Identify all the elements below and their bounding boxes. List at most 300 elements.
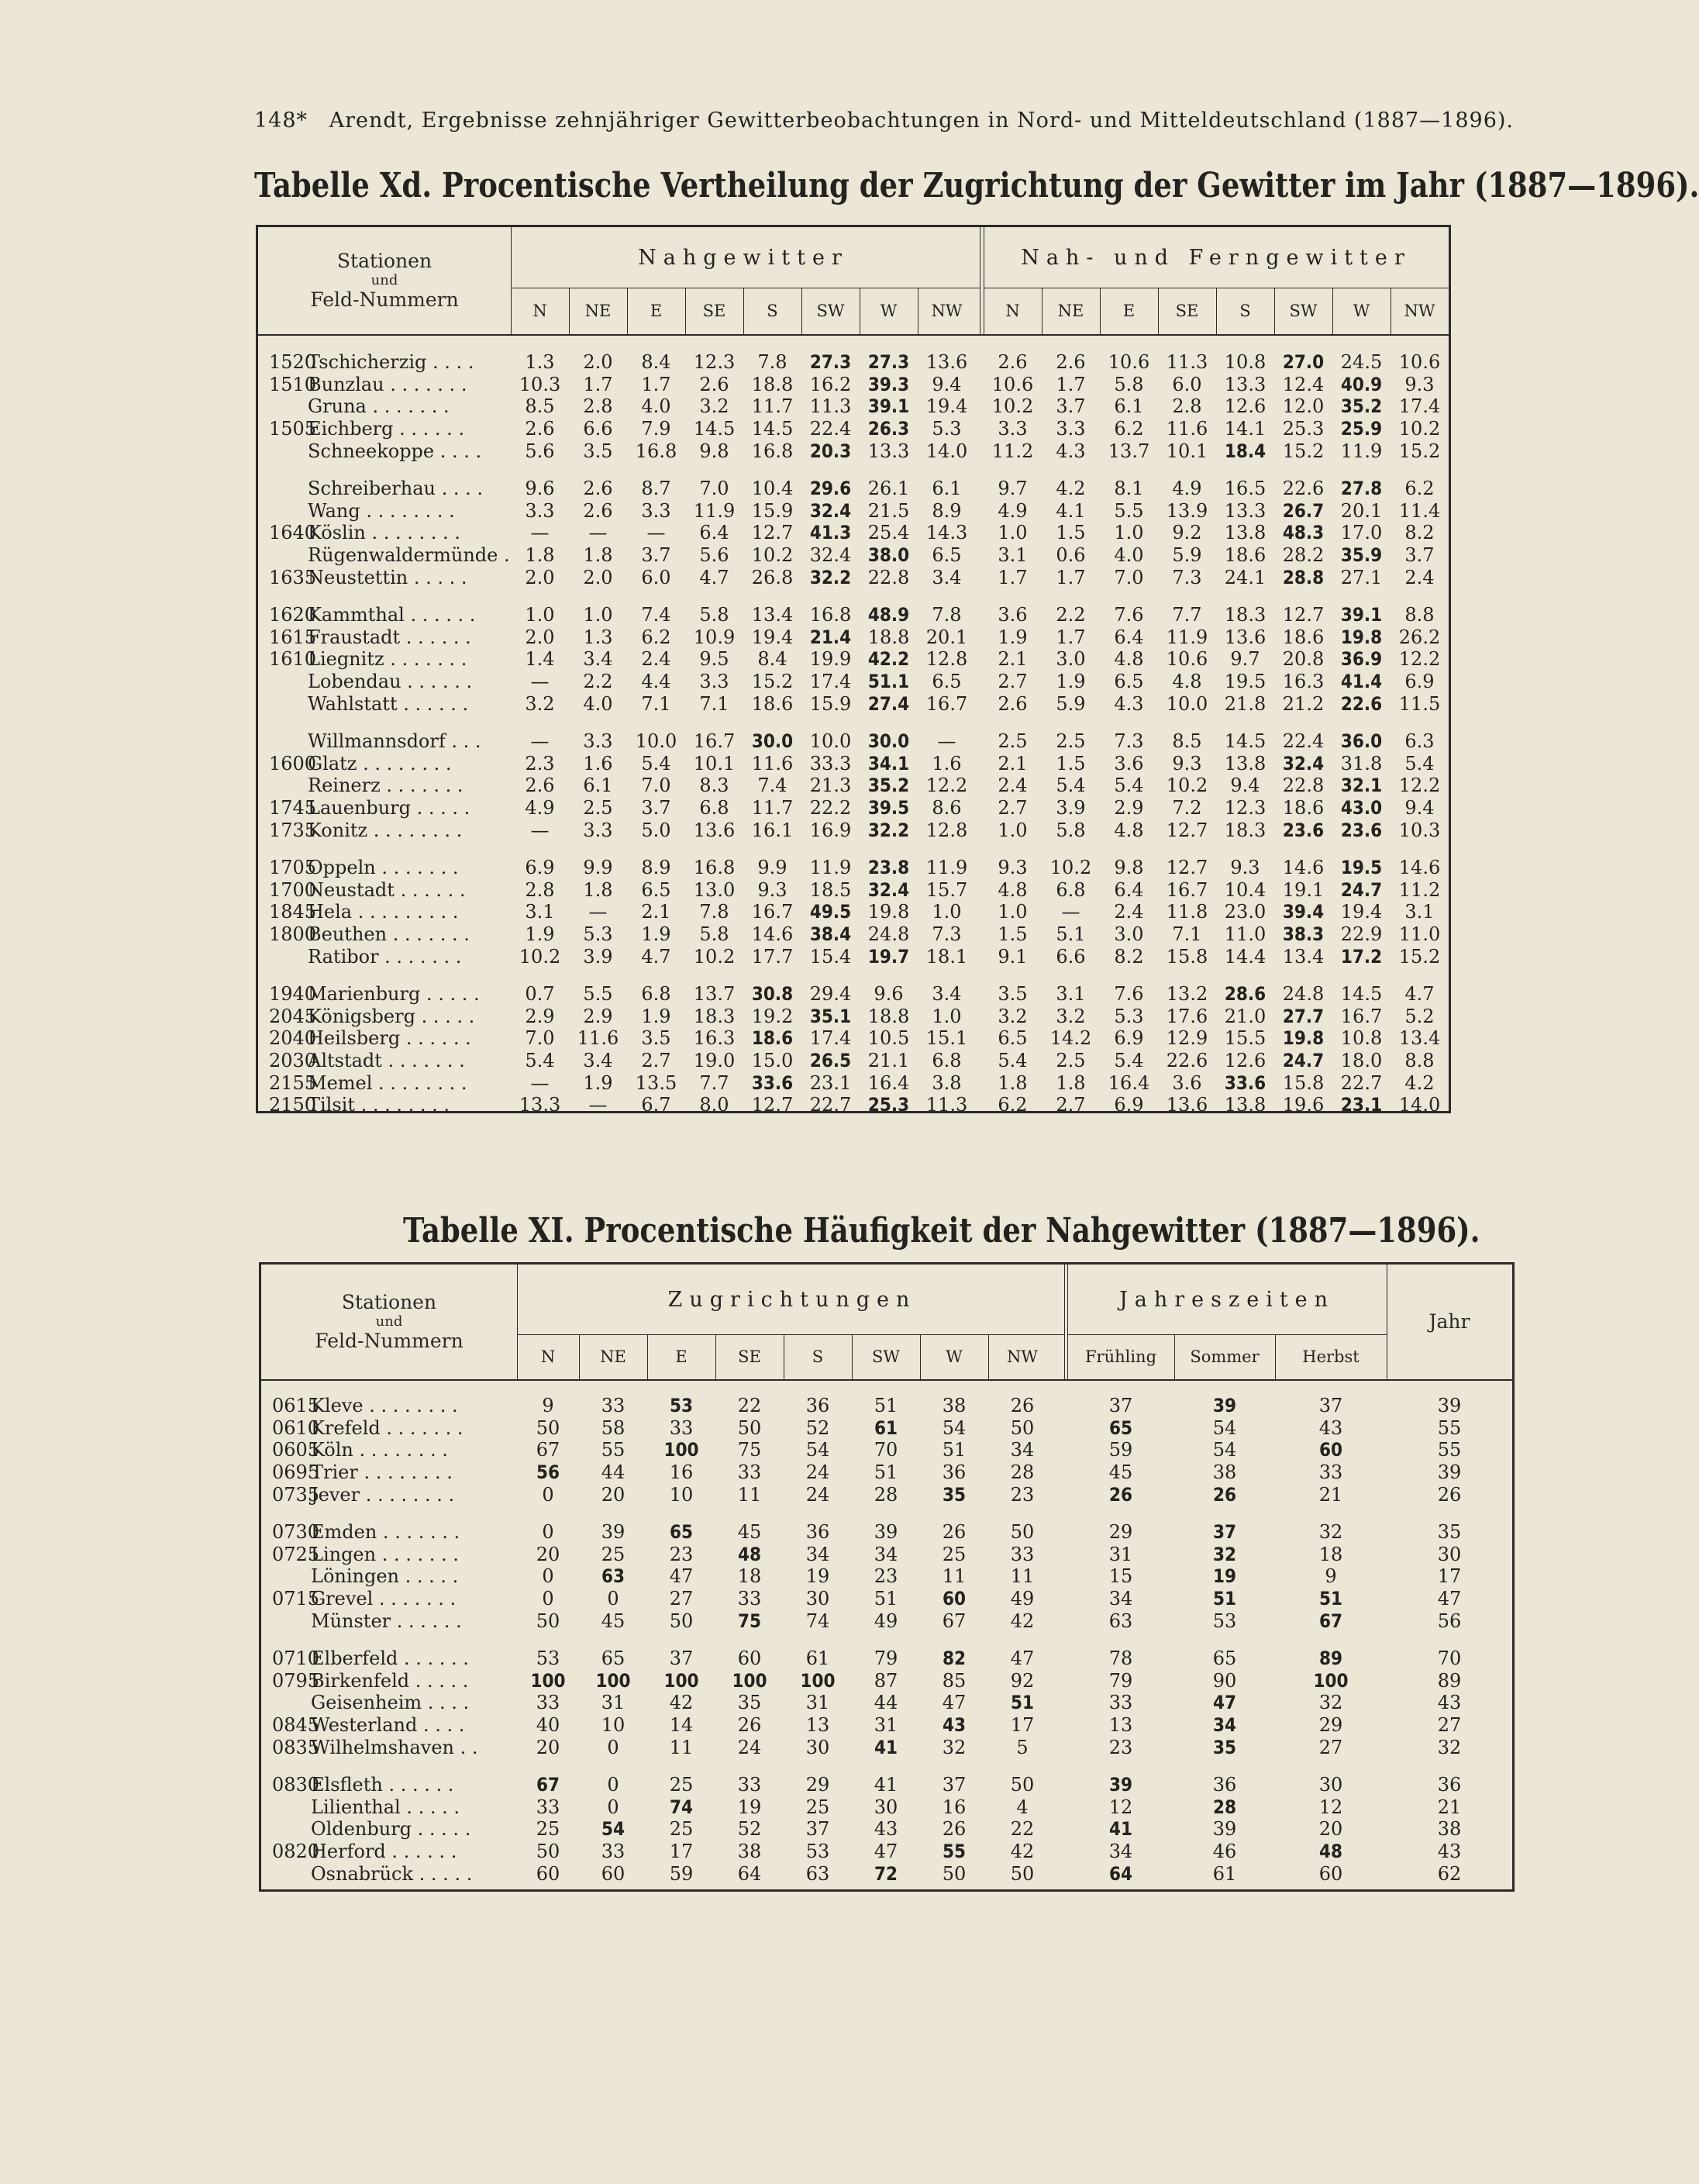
station-name: Marienburg . . . . . <box>308 983 480 1006</box>
value-cell: 9 <box>542 1395 554 1417</box>
value-cell: 33 <box>536 1796 560 1818</box>
value-cell: 5.4 <box>1056 775 1086 797</box>
value-cell: 17.4 <box>809 671 852 693</box>
value-cell: 7.6 <box>1114 983 1144 1006</box>
table-row <box>258 797 1449 819</box>
value-cell: 16.7 <box>925 692 968 715</box>
value-cell: 12.3 <box>1224 796 1266 819</box>
value-cell: 53 <box>536 1647 560 1670</box>
column-header: E <box>1122 302 1136 320</box>
value-cell: 3.6 <box>1114 752 1144 775</box>
value-cell: 21.5 <box>867 499 910 522</box>
table-row <box>261 1395 1512 1417</box>
value-cell: 27 <box>1318 1736 1343 1758</box>
value-cell: 41 <box>874 1774 898 1796</box>
value-cell: 22.4 <box>809 418 852 440</box>
value-cell: 4.1 <box>1056 499 1086 522</box>
value-cell: 48 <box>737 1543 762 1565</box>
value-cell: 36 <box>942 1461 967 1484</box>
running-header <box>254 109 1515 133</box>
value-cell: 32.4 <box>809 499 852 522</box>
value-cell: 33 <box>737 1461 762 1484</box>
value-cell: 2.6 <box>699 373 729 395</box>
value-cell: 16.3 <box>1282 671 1325 693</box>
value-cell: 58 <box>601 1416 625 1439</box>
stations-header <box>261 1265 517 1379</box>
value-cell: 11.7 <box>751 395 794 418</box>
value-cell: — <box>646 522 666 544</box>
value-cell: 19.5 <box>1340 857 1383 879</box>
value-cell: 63 <box>1108 1610 1133 1632</box>
station-name: Krefeld . . . . . . . <box>311 1416 464 1439</box>
value-cell: 2.1 <box>998 648 1028 671</box>
value-cell: 2.9 <box>525 1005 555 1027</box>
value-cell: — <box>530 819 550 841</box>
value-cell: 27.0 <box>1282 351 1325 374</box>
value-cell: 10.6 <box>1398 351 1441 374</box>
value-cell: 3.5 <box>641 1027 671 1050</box>
value-cell: 13.4 <box>751 604 794 626</box>
value-cell: 35.9 <box>1340 544 1383 567</box>
value-cell: 23.6 <box>1282 819 1325 841</box>
value-cell: 1.9 <box>641 923 671 945</box>
stations-label-und: und <box>375 1313 403 1330</box>
value-cell: 11.9 <box>1166 626 1208 648</box>
value-cell: 5.4 <box>998 1049 1028 1071</box>
station-name: Rügenwaldermünde . <box>308 544 510 567</box>
value-cell: 16.2 <box>809 373 852 395</box>
value-cell: 1.0 <box>998 901 1028 923</box>
value-cell: 32 <box>1437 1736 1462 1758</box>
value-cell: 63 <box>601 1565 625 1588</box>
value-cell: 7.0 <box>1114 566 1144 588</box>
column-header: N <box>1005 302 1020 320</box>
value-cell: 53 <box>669 1395 694 1417</box>
table-row <box>258 730 1449 753</box>
column-header: Sommer <box>1190 1347 1260 1366</box>
value-cell: 23.8 <box>867 857 910 879</box>
station-name: Liegnitz . . . . . . . <box>308 648 467 671</box>
value-cell: 92 <box>1010 1669 1035 1692</box>
value-cell: 6.0 <box>1172 373 1202 395</box>
table-row <box>261 1692 1512 1714</box>
value-cell: 8.8 <box>1404 1049 1435 1071</box>
column-header: NE <box>600 1347 626 1366</box>
page-number: 148* <box>254 109 308 133</box>
table-row <box>261 1439 1512 1461</box>
value-cell: 47 <box>942 1692 967 1714</box>
value-cell: 38 <box>1437 1818 1462 1841</box>
value-cell: 11 <box>737 1483 762 1506</box>
value-cell: 67 <box>942 1610 967 1632</box>
value-cell: 6.5 <box>1114 671 1144 693</box>
value-cell: 6.1 <box>1114 395 1144 418</box>
value-cell: 1.8 <box>583 878 613 901</box>
value-cell: 5.1 <box>1056 923 1086 945</box>
value-cell: 32 <box>1318 1692 1343 1714</box>
value-cell: 2.4 <box>641 648 671 671</box>
value-cell: 1.7 <box>1056 626 1086 648</box>
value-cell: 52 <box>805 1416 830 1439</box>
value-cell: 11.0 <box>1224 923 1266 945</box>
value-cell: 50 <box>536 1416 560 1439</box>
value-cell: 2.7 <box>1056 1094 1086 1116</box>
value-cell: 10.5 <box>867 1027 910 1050</box>
table-row <box>261 1610 1512 1632</box>
value-cell: 21 <box>1318 1483 1343 1506</box>
table-xi-title: Tabelle XI. Procentische Häufigkeit der Nahgewitter (1887—1896). <box>403 1211 1480 1251</box>
value-cell: 1.5 <box>1056 752 1086 775</box>
value-cell: 11 <box>942 1565 967 1588</box>
value-cell: 5.4 <box>1114 1049 1144 1071</box>
value-cell: 35.1 <box>809 1005 852 1027</box>
station-name: Memel . . . . . . . . <box>308 1071 467 1094</box>
field-number: 1510 <box>269 373 317 395</box>
station-name: Neustettin . . . . . <box>308 566 467 588</box>
station-name: Kammthal . . . . . . <box>308 604 476 626</box>
value-cell: 12.3 <box>693 351 736 374</box>
value-cell: 49 <box>874 1610 898 1632</box>
value-cell: 23.0 <box>1224 901 1266 923</box>
value-cell: 39 <box>1437 1395 1462 1417</box>
value-cell: 14.2 <box>1049 1027 1092 1050</box>
table-row <box>258 500 1449 523</box>
value-cell: 13.8 <box>1224 1094 1266 1116</box>
value-cell: 9.6 <box>525 478 555 500</box>
value-cell: 16.5 <box>1224 478 1266 500</box>
station-name: Willmannsdorf . . . <box>308 730 481 753</box>
value-cell: — <box>588 901 608 923</box>
column-header: SW <box>1289 302 1318 320</box>
value-cell: 51 <box>1212 1588 1237 1610</box>
value-cell: 35 <box>942 1483 967 1506</box>
value-cell: 43.0 <box>1340 796 1383 819</box>
group-zugrichtungen-header: Zugrichtungen <box>667 1287 917 1312</box>
value-cell: 44 <box>601 1461 625 1484</box>
value-cell: 0 <box>542 1483 554 1506</box>
value-cell: 28 <box>1010 1461 1035 1484</box>
value-cell: 5.6 <box>525 440 555 462</box>
value-cell: 7.4 <box>641 604 671 626</box>
value-cell: 55 <box>942 1840 967 1862</box>
value-cell: 43 <box>942 1714 967 1737</box>
value-cell: 36 <box>805 1395 830 1417</box>
value-cell: 14.5 <box>693 418 736 440</box>
value-cell: 15.0 <box>751 1049 794 1071</box>
value-cell: 10.6 <box>991 373 1034 395</box>
value-cell: 31 <box>601 1692 625 1714</box>
value-cell: 89 <box>1318 1647 1343 1670</box>
value-cell: 50 <box>1010 1774 1035 1796</box>
row-group <box>258 857 1449 968</box>
value-cell: 30 <box>805 1588 830 1610</box>
value-cell: 1.9 <box>1056 671 1086 693</box>
station-name: Heilsberg . . . . . . <box>308 1027 471 1050</box>
value-cell: 1.0 <box>998 819 1028 841</box>
value-cell: 10.2 <box>1398 418 1441 440</box>
value-cell: 0 <box>607 1796 619 1818</box>
station-name: Lilienthal . . . . . <box>311 1796 460 1818</box>
value-cell: 11.9 <box>925 857 968 879</box>
station-name: Hela . . . . . . . . . <box>308 901 459 923</box>
value-cell: 10.8 <box>1224 351 1266 374</box>
value-cell: 50 <box>1010 1862 1035 1885</box>
station-name: Konitz . . . . . . . . <box>308 819 463 841</box>
value-cell: 6.6 <box>1056 945 1086 968</box>
value-cell: 19 <box>737 1796 762 1818</box>
value-cell: 33 <box>601 1840 625 1862</box>
value-cell: 6.1 <box>583 775 613 797</box>
value-cell: 3.9 <box>583 945 613 968</box>
value-cell: 39.4 <box>1282 901 1325 923</box>
station-name: Eichberg . . . . . . <box>308 418 465 440</box>
value-cell: 22.7 <box>809 1094 852 1116</box>
value-cell: 65 <box>669 1521 694 1544</box>
value-cell: 7.4 <box>757 775 787 797</box>
value-cell: 1.0 <box>932 901 962 923</box>
value-cell: 6.9 <box>525 857 555 879</box>
value-cell: 13.2 <box>1166 983 1208 1006</box>
column-header: N <box>540 1347 556 1366</box>
value-cell: 27.4 <box>867 692 910 715</box>
value-cell: 5.2 <box>1404 1005 1435 1027</box>
value-cell: 27.7 <box>1282 1005 1325 1027</box>
value-cell: 3.3 <box>641 499 671 522</box>
value-cell: 2.6 <box>998 692 1028 715</box>
value-cell: 19.4 <box>1340 901 1383 923</box>
value-cell: 3.4 <box>932 566 962 588</box>
value-cell: 1.9 <box>998 626 1028 648</box>
value-cell: 50 <box>669 1610 694 1632</box>
value-cell: 4.8 <box>998 878 1028 901</box>
value-cell: 15.2 <box>1398 945 1441 968</box>
value-cell: 22.8 <box>1282 775 1325 797</box>
value-cell: 18 <box>737 1565 762 1588</box>
value-cell: 1.0 <box>932 1005 962 1027</box>
field-number: 1620 <box>269 604 317 626</box>
value-cell: 41.3 <box>809 522 852 544</box>
field-number: 1705 <box>269 857 317 879</box>
value-cell: 3.5 <box>583 440 613 462</box>
value-cell: 8.7 <box>641 478 671 500</box>
value-cell: 7.6 <box>1114 604 1144 626</box>
value-cell: 15.1 <box>925 1027 968 1050</box>
value-cell: 32.4 <box>867 878 910 901</box>
value-cell: 11.3 <box>1166 351 1208 374</box>
station-name: Ratibor . . . . . . . <box>308 945 462 968</box>
group-jahreszeiten-header: Jahreszeiten <box>1118 1287 1335 1312</box>
value-cell: 13.6 <box>1224 626 1266 648</box>
value-cell: 2.0 <box>583 566 613 588</box>
value-cell: 6.5 <box>998 1027 1028 1050</box>
value-cell: 35 <box>1212 1736 1237 1758</box>
value-cell: 12.7 <box>751 1094 794 1116</box>
value-cell: 20.8 <box>1282 648 1325 671</box>
table-row <box>258 878 1449 901</box>
value-cell: 3.0 <box>1114 923 1144 945</box>
value-cell: 39 <box>1108 1774 1133 1796</box>
column-header: E <box>650 302 663 320</box>
value-cell: 8.9 <box>641 857 671 879</box>
column-header: S <box>767 302 778 320</box>
value-cell: 3.7 <box>641 796 671 819</box>
value-cell: 37 <box>942 1774 967 1796</box>
value-cell: 11.3 <box>925 1094 968 1116</box>
value-cell: 30 <box>1437 1543 1462 1565</box>
group-nahgewitter-header: Nahgewitter <box>638 245 849 270</box>
value-cell: 27 <box>669 1588 694 1610</box>
value-cell: 13.8 <box>1224 522 1266 544</box>
value-cell: 74 <box>805 1610 830 1632</box>
table-row <box>261 1544 1512 1566</box>
value-cell: 3.0 <box>1056 648 1086 671</box>
table-xd-header <box>258 227 1449 336</box>
value-cell: 22.7 <box>1340 1071 1383 1094</box>
field-number: 1600 <box>269 752 317 775</box>
value-cell: 15.8 <box>1282 1071 1325 1094</box>
value-cell: 4.8 <box>1172 671 1202 693</box>
value-cell: 20 <box>536 1736 560 1758</box>
value-cell: 11.9 <box>693 499 736 522</box>
value-cell: 50 <box>1010 1416 1035 1439</box>
table-row <box>258 566 1449 588</box>
field-number: 0610 <box>272 1416 320 1439</box>
value-cell: 2.5 <box>583 796 613 819</box>
value-cell: 50 <box>942 1862 967 1885</box>
field-number: 1610 <box>269 648 317 671</box>
value-cell: 7.0 <box>525 1027 555 1050</box>
row-group <box>258 983 1449 1116</box>
value-cell: 3.1 <box>1404 901 1435 923</box>
table-row <box>261 1841 1512 1863</box>
value-cell: 55 <box>1437 1416 1462 1439</box>
value-cell: 10.2 <box>991 395 1034 418</box>
value-cell: 6.8 <box>641 983 671 1006</box>
table-row <box>258 351 1449 374</box>
value-cell: 36 <box>1212 1774 1237 1796</box>
value-cell: 37 <box>669 1647 694 1670</box>
table-row <box>258 819 1449 841</box>
value-cell: 7.8 <box>932 604 962 626</box>
value-cell: 6.2 <box>1114 418 1144 440</box>
value-cell: 18.6 <box>751 1027 794 1050</box>
year-header: Jahr <box>1428 1310 1470 1333</box>
value-cell: 7.9 <box>641 418 671 440</box>
value-cell: 2.9 <box>583 1005 613 1027</box>
value-cell: 25 <box>805 1796 830 1818</box>
field-number: 0820 <box>272 1840 320 1862</box>
value-cell: 38.4 <box>809 923 852 945</box>
table-row <box>258 544 1449 567</box>
value-cell: 5.4 <box>525 1049 555 1071</box>
value-cell: 40 <box>536 1714 560 1737</box>
value-cell: 14.1 <box>1224 418 1266 440</box>
value-cell: 8.8 <box>1404 604 1435 626</box>
value-cell: 90 <box>1212 1669 1237 1692</box>
value-cell: 78 <box>1108 1647 1133 1670</box>
value-cell: 7.3 <box>1172 566 1202 588</box>
value-cell: 0 <box>542 1521 554 1544</box>
value-cell: 2.7 <box>998 796 1028 819</box>
table-row <box>261 1736 1512 1758</box>
value-cell: 3.2 <box>525 692 555 715</box>
table-row <box>261 1818 1512 1841</box>
value-cell: 17.2 <box>1340 945 1383 968</box>
value-cell: 2.8 <box>525 878 555 901</box>
value-cell: 14.0 <box>925 440 968 462</box>
value-cell: 19.8 <box>1282 1027 1325 1050</box>
value-cell: 10 <box>601 1714 625 1737</box>
value-cell: 6.2 <box>1404 478 1435 500</box>
station-name: Lauenburg . . . . . <box>308 796 470 819</box>
value-cell: 13.4 <box>1398 1027 1441 1050</box>
value-cell: 11.7 <box>751 796 794 819</box>
value-cell: 5.8 <box>1114 373 1144 395</box>
value-cell: 5.9 <box>1056 692 1086 715</box>
row-group <box>261 1774 1512 1885</box>
value-cell: 65 <box>1212 1647 1237 1670</box>
value-cell: 5.8 <box>699 923 729 945</box>
column-header: W <box>1353 302 1370 320</box>
value-cell: 26.3 <box>867 418 910 440</box>
value-cell: 8.3 <box>699 775 729 797</box>
table-row <box>261 1417 1512 1440</box>
value-cell: 2.7 <box>641 1049 671 1071</box>
station-name: Königsberg . . . . . <box>308 1005 475 1027</box>
table-row <box>258 418 1449 440</box>
value-cell: 24.8 <box>867 923 910 945</box>
value-cell: 12.8 <box>925 648 968 671</box>
table-row <box>258 945 1449 968</box>
value-cell: 10.2 <box>519 945 561 968</box>
value-cell: 23 <box>874 1565 898 1588</box>
value-cell: 20 <box>1318 1818 1343 1841</box>
value-cell: 10.0 <box>1166 692 1208 715</box>
value-cell: 34 <box>805 1543 830 1565</box>
value-cell: 11.9 <box>1340 440 1383 462</box>
value-cell: 49.5 <box>809 901 852 923</box>
value-cell: 100 <box>663 1439 699 1461</box>
stations-label-top: Stationen <box>336 250 433 272</box>
value-cell: 6.9 <box>1114 1027 1144 1050</box>
value-cell: 2.0 <box>525 626 555 648</box>
value-cell: 13.6 <box>693 819 736 841</box>
value-cell: 38 <box>942 1395 967 1417</box>
value-cell: 1.8 <box>998 1071 1028 1094</box>
table-row <box>258 671 1449 693</box>
value-cell: 9.3 <box>1404 373 1435 395</box>
table-xd-body <box>258 351 1449 1131</box>
row-group <box>258 730 1449 841</box>
value-cell: 29 <box>805 1774 830 1796</box>
value-cell: 25 <box>942 1543 967 1565</box>
value-cell: 10.0 <box>809 730 852 753</box>
value-cell: 100 <box>800 1669 836 1692</box>
value-cell: 51 <box>874 1395 898 1417</box>
value-cell: 17.7 <box>751 945 794 968</box>
value-cell: 2.4 <box>1404 566 1435 588</box>
column-header: Herbst <box>1302 1347 1360 1366</box>
value-cell: 26 <box>737 1714 762 1737</box>
value-cell: 7.7 <box>1172 604 1202 626</box>
station-name: Köslin . . . . . . . . <box>308 522 460 544</box>
value-cell: 9.1 <box>998 945 1028 968</box>
value-cell: 5.6 <box>699 544 729 567</box>
value-cell: 5.3 <box>932 418 962 440</box>
table-xi <box>259 1262 1515 1892</box>
value-cell: 38.0 <box>867 544 910 567</box>
value-cell: 13.3 <box>1224 373 1266 395</box>
